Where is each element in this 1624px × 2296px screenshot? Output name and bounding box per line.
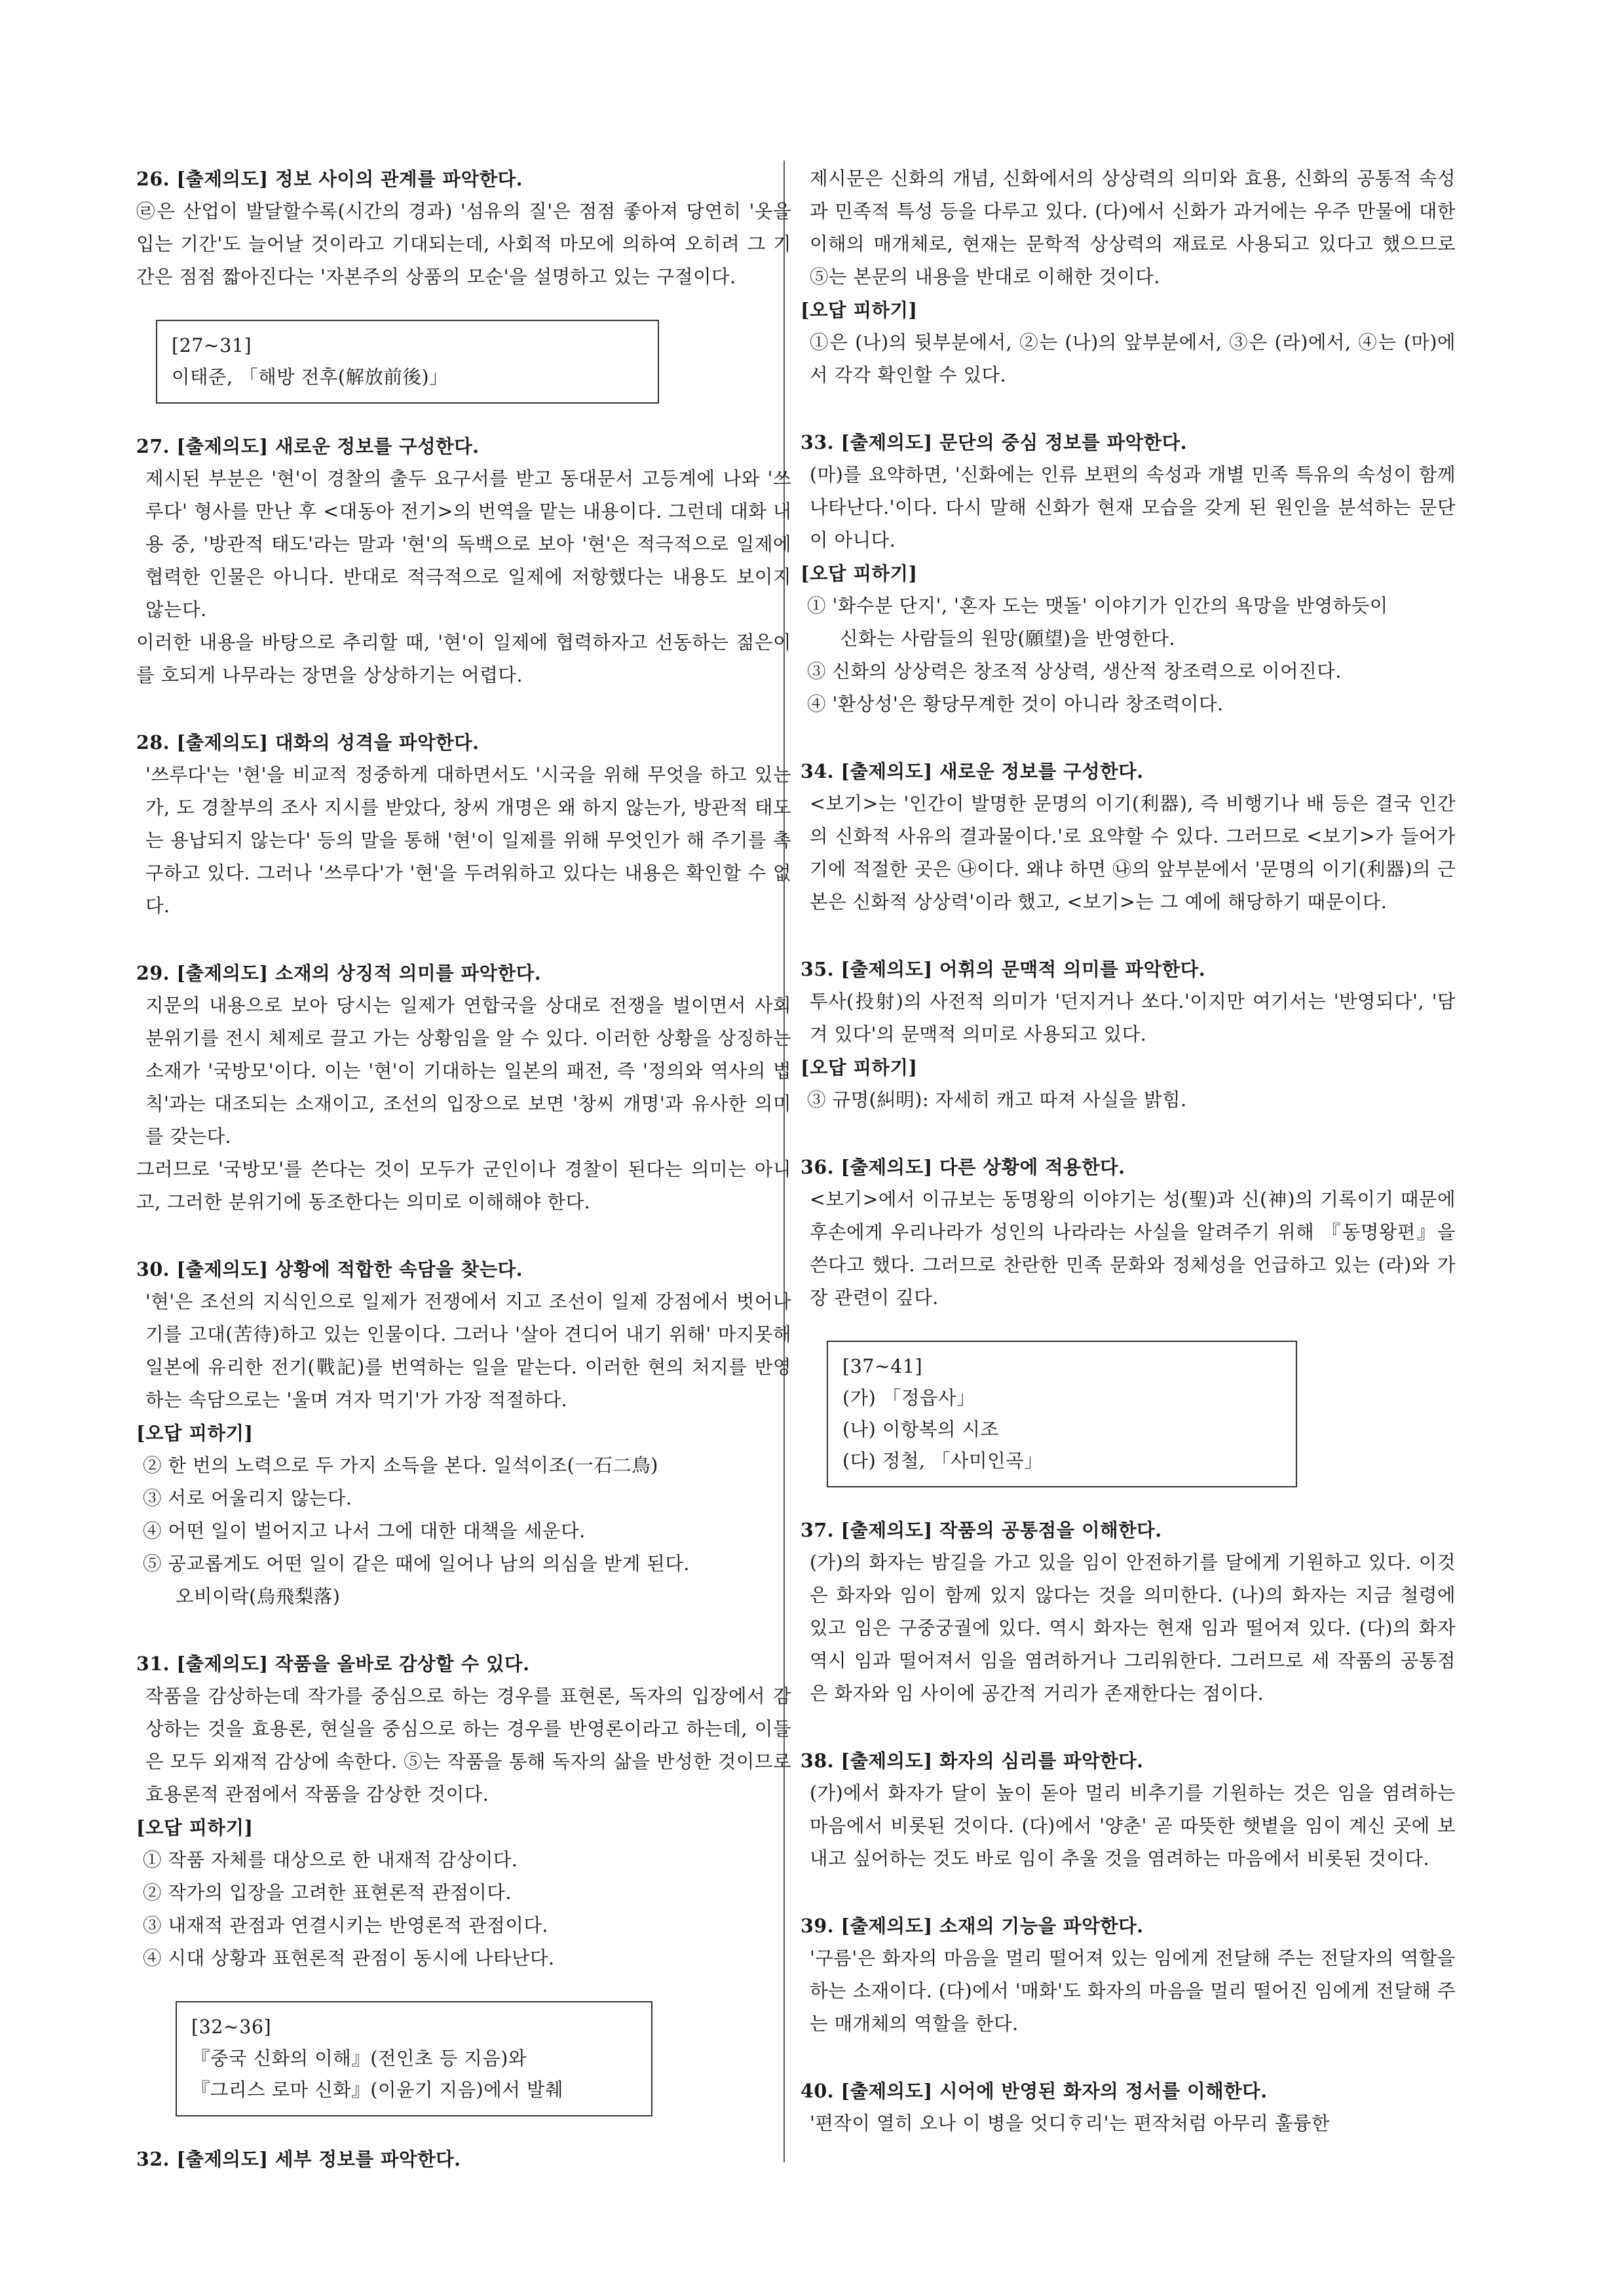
question-title: 30. [출제의도] 상황에 적합한 속담을 찾는다. [136,1258,523,1280]
right-column [801,163,1456,2140]
wrong-answer-item: ④ '환상성'은 황당무계한 것이 아니라 창조력이다. [807,693,1224,715]
question-title: 29. [출제의도] 소재의 상징적 의미를 파악한다. [136,962,542,984]
wrong-answer-item-continuation: 신화는 사람들의 원망(願望)을 반영한다. [840,628,1175,649]
question-body: '현'은 조선의 지식인으로 일제가 전쟁에서 지고 조선이 일제 강점에서 벗어나기를 고대(苦待)하고 있는 인물이다. 그러나 '살아 견디어 내기 위해' 마지못해 일본에 유리한 전기(戰記)를 번역하는 일을 맡는다. 이러한 현의 처지를 반영하는 속담으로는 '울며 겨자 먹기'가 가장 적절하다. [145,1291,791,1411]
wrong-answer-item: ③ 서로 어울리지 않는다. [143,1487,352,1509]
source-title: (다) 정철, 「사미인곡」 [842,1450,1044,1472]
source-title: 이태준, 「해방 전후(解放前後)」 [172,366,449,388]
question-title: 31. [출제의도] 작품을 올바로 감상할 수 있다. [136,1653,530,1675]
wrong-answer-item-continuation: 오비이락(烏飛梨落) [176,1586,341,1607]
question-38 [801,1744,1456,1875]
wrong-answer-note: ①은 (나)의 뒷부분에서, ②는 (나)의 앞부분에서, ③은 (라)에서, ④는 (마)에서 각각 확인할 수 있다. [810,332,1456,386]
question-35 [801,953,1456,1117]
question-body: 작품을 감상하는데 작가를 중심으로 하는 경우를 표현론, 독자의 입장에서 감상하는 것을 효용론, 현실을 중심으로 하는 경우를 반영론이라고 하는데, 이들은 모두 외재적 감상에 속한다. ⑤는 작품을 통해 독자의 삶을 반성한 것이므로 효용론적 관점에서 작품을 감상한 것이다. [145,1685,791,1805]
question-body: ㉣은 산업이 발달할수록(시간의 경과) '섬유의 질'은 점점 좋아져 당연히 '옷을 입는 기간'도 늘어날 것이라고 기대되는데, 사회적 마모에 의하여 오히려 그 기간은 점점 짧아진다는 '자본주의 상품의 모순'을 설명하고 있는 구절이다. [136,201,791,288]
source-range: [27~31] [172,335,252,356]
source-title: (나) 이항복의 시조 [842,1419,999,1440]
question-40 [801,2075,1456,2140]
source-box-37-41 [827,1341,1297,1487]
question-body: 제시된 부분은 '현'이 경찰의 출두 요구서를 받고 동대문서 고등계에 나와 '쓰루다' 형사를 만난 후 <대동아 전기>의 번역을 맡는 내용이다. 그런데 대화 내용 중, '방관적 태도'라는 말과 '현'의 독백으로 보아 '현'은 적극적으로 일제에 협력한 인물은 아니다. 반대로 적극적으로 일제에 저항했다는 내용도 보이지 않는다. [145,468,791,621]
question-title: 37. [출제의도] 작품의 공통점을 이해한다. [801,1519,1162,1541]
question-body: 지문의 내용으로 보아 당시는 일제가 연합국을 상대로 전쟁을 벌이면서 사회 분위기를 전시 체제로 끌고 가는 상황임을 알 수 있다. 이러한 상황을 상징하는 소재가 '국방모'이다. 이는 '현'이 기대하는 일본의 패전, 즉 '정의와 역사의 법칙'과는 대조되는 소재이고, 조선의 입장으로 보면 '창씨 개명'과 유사한 의미를 갖는다. [145,995,791,1147]
question-28 [136,726,791,923]
wrong-answer-heading: [오답 피하기] [136,1422,254,1444]
question-title: 36. [출제의도] 다른 상황에 적용한다. [801,1156,1125,1178]
wrong-answer-item: ④ 시대 상황과 표현론적 관점이 동시에 나타난다. [143,1947,555,1969]
wrong-answer-heading: [오답 피하기] [801,1056,918,1079]
question-32-continued [801,163,1456,392]
question-body: '구름'은 화자의 마음을 멀리 떨어져 있는 임에게 전달해 주는 전달자의 역할을 하는 소재이다. (다)에서 '매화'도 화자의 마음을 멀리 떨어진 임에게 전달해 주는 매개체의 역할을 한다. [810,1947,1456,2035]
question-body: <보기>에서 이규보는 동명왕의 이야기는 성(聖)과 신(神)의 기록이기 때문에 후손에게 우리나라가 성인의 나라라는 사실을 알려주기 위해 『동명왕편』을 쓴다고 했다. 그러므로 찬란한 민족 문화와 정체성을 언급하고 있는 (라)와 가장 관련이 깊다. [810,1189,1456,1309]
question-body: '쓰루다'는 '현'을 비교적 정중하게 대하면서도 '시국을 위해 무엇을 하고 있는가, 도 경찰부의 조사 지시를 받았다, 창씨 개명은 왜 하지 않는가, 방관적 태도는 용납되지 않는다' 등의 말을 통해 '현'이 일제를 위해 무엇인가 해 주기를 촉구하고 있다. 그러나 '쓰루다'가 '현'을 두려워하고 있다는 내용은 확인할 수 없다. [145,764,791,917]
wrong-answer-heading: [오답 피하기] [801,562,918,584]
question-31 [136,1647,791,1975]
question-title: 39. [출제의도] 소재의 기능을 파악한다. [801,1915,1144,1937]
source-box-27-31 [156,320,659,404]
left-column [136,163,791,2175]
wrong-answer-item: ③ 내재적 관점과 연결시키는 반영론적 관점이다. [143,1915,548,1936]
question-body: (가)에서 화자가 달이 높이 돋아 멀리 비추기를 기원하는 것은 임을 염려하는 마음에서 비롯된 것이다. (다)에서 '양춘' 곧 따뜻한 햇볕을 임이 계신 곳에 보내고 싶어하는 것도 바로 임이 추울 것을 염려하는 마음에서 비롯된 것이다. [810,1782,1456,1869]
wrong-answer-item: ③ 신화의 상상력은 창조적 상상력, 생산적 창조력으로 이어진다. [807,660,1342,682]
source-title: 『중국 신화의 이해』(전인초 등 지음)와 [191,2048,527,2069]
question-27 [136,430,791,692]
question-36 [801,1151,1456,1314]
question-title: 28. [출제의도] 대화의 성격을 파악한다. [136,731,480,754]
question-title: 35. [출제의도] 어휘의 문맥적 의미를 파악한다. [801,958,1206,980]
question-title: 26. [출제의도] 정보 사이의 관계를 파악한다. [136,168,523,190]
question-title: 38. [출제의도] 화자의 심리를 파악한다. [801,1750,1144,1772]
source-range: [37~41] [842,1356,923,1377]
question-33 [801,426,1456,721]
wrong-answer-heading: [오답 피하기] [801,299,918,321]
wrong-answer-item: ④ 어떤 일이 벌어지고 나서 그에 대한 대책을 세운다. [143,1520,586,1542]
question-title: 34. [출제의도] 새로운 정보를 구성한다. [801,760,1144,782]
source-box-32-36 [176,2001,652,2116]
source-range: [32~36] [191,2016,272,2038]
question-32 [136,2143,791,2175]
wrong-answer-item: ① '화수분 단지', '혼자 도는 맷돌' 이야기가 인간의 욕망을 반영하듯이 [807,595,1388,617]
question-body: 이러한 내용을 바탕으로 추리할 때, '현'이 일제에 협력하자고 선동하는 젊은이를 호되게 나무라는 장면을 상상하기는 어렵다. [136,632,791,686]
question-body: 투사(投射)의 사전적 의미가 '던지거나 쏘다.'이지만 여기서는 '반영되다', '담겨 있다'의 문맥적 의미로 사용되고 있다. [810,991,1456,1045]
question-body: (마)를 요약하면, '신화에는 인류 보편의 속성과 개별 민족 특유의 속성이 함께 나타난다.'이다. 다시 말해 신화가 현재 모습을 갖게 된 원인을 분석하는 문단이 아니다. [810,464,1456,551]
wrong-answer-item: ⑤ 공교롭게도 어떤 일이 같은 때에 일어나 남의 의심을 받게 된다. [143,1553,690,1575]
wrong-answer-item: ③ 규명(糾明): 자세히 캐고 따져 사실을 밝힘. [807,1089,1187,1111]
wrong-answer-item: ② 한 번의 노력으로 두 가지 소득을 본다. 일석이조(一石二鳥) [143,1455,658,1476]
wrong-answer-item: ① 작품 자체를 대상으로 한 내재적 감상이다. [143,1849,518,1871]
question-title: 32. [출제의도] 세부 정보를 파악한다. [136,2148,461,2170]
question-26 [136,163,791,294]
question-title: 27. [출제의도] 새로운 정보를 구성한다. [136,435,480,457]
question-37 [801,1514,1456,1710]
question-body: '편작이 열히 오나 이 병을 엇디ᄒᆞ리'는 편작처럼 아무리 훌륭한 [810,2113,1330,2134]
question-title: 33. [출제의도] 문단의 중심 정보를 파악한다. [801,431,1188,453]
wrong-answer-item: ② 작가의 입장을 고려한 표현론적 관점이다. [143,1882,512,1904]
question-34 [801,755,1456,919]
question-29 [136,957,791,1219]
wrong-answer-heading: [오답 피하기] [136,1816,254,1839]
question-body: 그러므로 '국방모'를 쓴다는 것이 모두가 군인이나 경찰이 된다는 의미는 아니고, 그러한 분위기에 동조한다는 의미로 이해해야 한다. [136,1158,791,1213]
question-body: <보기>는 '인간이 발명한 문명의 이기(利器), 즉 비행기나 배 등은 결국 인간의 신화적 사유의 결과물이다.'로 요약할 수 있다. 그러므로 <보기>가 들어가기에 적절한 곳은 ㉯이다. 왜냐 하면 ㉯의 앞부분에서 '문명의 이기(利器)의 근본은 신화적 상상력'이라 했고, <보기>는 그 예에 해당하기 때문이다. [810,793,1456,913]
question-30 [136,1253,791,1613]
source-title: 『그리스 로마 신화』(이윤기 지음)에서 발췌 [191,2079,563,2101]
question-title: 40. [출제의도] 시어에 반영된 화자의 정서를 이해한다. [801,2080,1268,2102]
source-title: (가) 「정읍사」 [842,1387,975,1409]
question-body: (가)의 화자는 밤길을 가고 있을 임이 안전하기를 달에게 기원하고 있다. 이것은 화자와 임이 함께 있지 않다는 것을 의미한다. (나)의 화자는 지금 철령에 있고 임은 구중궁궐에 있다. 역시 화자는 현재 임과 떨어져 있다. (다)의 화자 역시 임과 떨어져서 임을 염려하거나 그리워한다. 그러므로 세 작품의 공통점은 화자와 임 사이에 공간적 거리가 존재한다는 점이다. [810,1552,1456,1704]
question-body: 제시문은 신화의 개념, 신화에서의 상상력의 의미와 효용, 신화의 공통적 속성과 민족적 특성 등을 다루고 있다. (다)에서 신화가 과거에는 우주 만물에 대한 이해의 매개체로, 현재는 문학적 상상력의 재료로 사용되고 있다고 했으므로 ⑤는 본문의 내용을 반대로 이해한 것이다. [810,168,1456,288]
question-39 [801,1909,1456,2040]
